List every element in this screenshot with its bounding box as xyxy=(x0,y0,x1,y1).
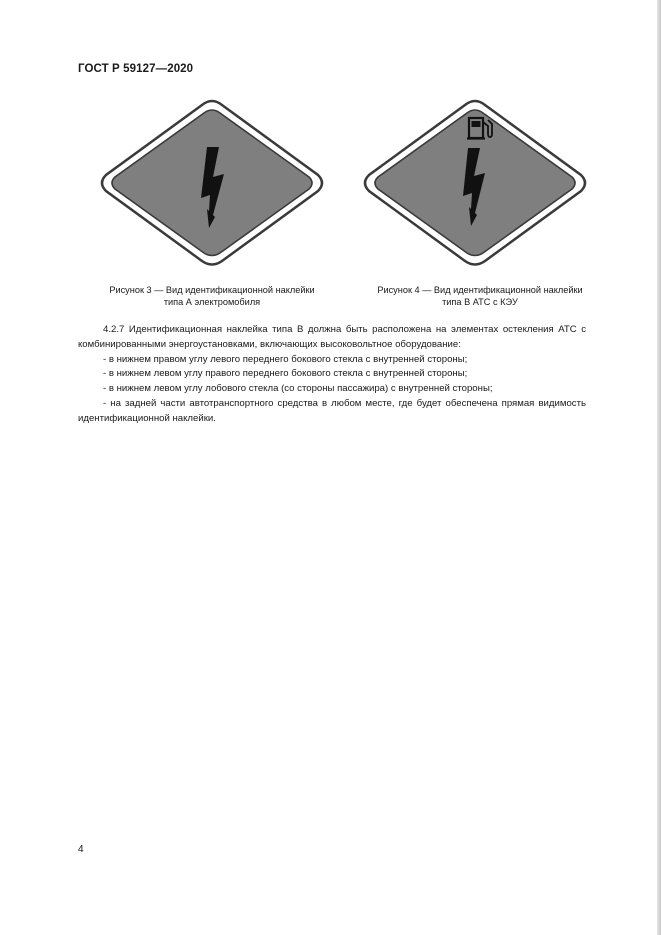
paragraph-intro: 4.2.7 Идентификационная наклейка типа В должна быть расположена на элементах остекления АТС с комбинированными энергоустановками, включающих высоковольтное оборудование: xyxy=(78,324,586,350)
section-4-2-7 xyxy=(78,323,586,427)
figure-4-caption-line1: Рисунок 4 — Вид идентификационной наклейки xyxy=(377,285,583,295)
figure-3-caption xyxy=(82,284,342,308)
sign-type-b xyxy=(359,97,591,269)
figure-3-caption-line2: типа А электромобиля xyxy=(163,297,261,307)
sign-b-graphic xyxy=(359,97,591,269)
sign-a-graphic xyxy=(96,97,328,269)
figure-4-caption-line2: типа В АТС с КЭУ xyxy=(442,297,518,307)
document-header: ГОСТ Р 59127—2020 xyxy=(78,63,194,75)
figure-3-caption-line1: Рисунок 3 — Вид идентификационной наклейки xyxy=(109,285,315,295)
page-edge xyxy=(657,0,661,935)
list-item: - в нижнем правом углу левого переднего бокового стекла с внутренней стороны; xyxy=(103,353,468,365)
list-item: - в нижнем левом углу лобового стекла (со стороны пассажира) с внутренней стороны; xyxy=(103,383,493,395)
sign-type-a xyxy=(96,97,328,269)
list-item: - в нижнем левом углу правого переднего бокового стекла с внутренней стороны; xyxy=(103,368,468,380)
page-number: 4 xyxy=(78,844,84,855)
list-item: - на задней части автотранспортного средства в любом месте, где будет обеспечена прямая видимость идентификационной наклейки. xyxy=(78,397,586,424)
figure-4-caption xyxy=(350,284,610,308)
